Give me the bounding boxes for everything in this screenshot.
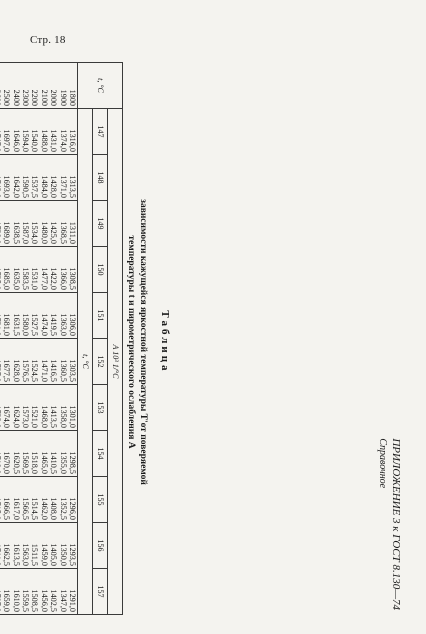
t-subheader: t, °C [78,109,93,615]
table-cell: 1468,0 [39,405,49,428]
table-cell: 1347,0 [58,589,68,612]
t-value: 1900 [58,89,68,106]
table-cell: 1531,0 [30,267,40,290]
table-cell: 1674,0 [2,405,12,428]
table-cell [0,295,2,336]
a-value-header: 153 [93,385,108,431]
t-column [0,63,78,109]
a-value-header: 156 [93,523,108,569]
a-value-header: 151 [93,293,108,339]
table-cell: 1620,5 [11,451,21,474]
table-cell: 1617,0 [11,497,21,520]
a-value-header: 147 [93,109,108,155]
table-cell: 1573,0 [20,405,30,428]
table-cell: 1524,5 [30,359,40,382]
table-cell: 1697,0 [2,129,12,152]
table-cell: 1410,5 [49,451,59,474]
value-column [0,339,78,385]
table-cell [0,571,2,612]
table-cell: 1642,0 [11,175,21,198]
table-cell: 1693,0 [2,175,12,198]
table-cell: 1666,5 [2,497,12,520]
table-cell: 1613,5 [11,543,21,566]
table-header-row-t [78,63,93,615]
table-cell: 1293,5 [68,543,77,566]
table-cell: 1363,0 [58,313,68,336]
value-column [0,201,78,247]
a-value-header: 149 [93,201,108,247]
table-cell: 1462,0 [39,497,49,520]
data-table [0,62,123,615]
table-cell: 1540,0 [30,129,40,152]
table-cell: 1402,5 [49,589,59,612]
table-caption [125,62,149,622]
value-column [0,155,78,201]
value-column [0,293,78,339]
table-cell [0,387,2,428]
table-cell: 1408,0 [49,497,59,520]
table-cell: 1350,0 [58,543,68,566]
table-cell: 1352,5 [58,497,68,520]
appendix-subtitle: Справочное [377,438,388,489]
table-word: Таблица [159,310,171,374]
table-cell: 1638,5 [11,221,21,244]
a-value-header: 154 [93,431,108,477]
table-cell: 1368,5 [58,221,68,244]
value-column [0,477,78,523]
t-value [0,65,2,106]
value-column [0,569,78,615]
value-column [0,247,78,293]
table-cell: 1583,5 [20,267,30,290]
appendix-heading [375,438,403,610]
table-cell: 1316,0 [68,129,77,152]
table-cell: 1518,0 [30,451,40,474]
t-value: 2000 [49,89,59,106]
table-cell: 1311,0 [68,221,77,244]
table-cell: 1416,5 [49,359,59,382]
table-cell: 1508,5 [30,589,40,612]
table-cell [0,157,2,198]
table-cell: 1374,0 [58,129,68,152]
table-caption-line-1: зависимости кажущейся яркостной температуры Т'от поверяемой [138,199,148,485]
t-value: 2500 [2,89,12,106]
t-value: 2300 [20,89,30,106]
table-cell: 1677,5 [2,359,12,382]
table-cell: 1413,5 [49,405,59,428]
table-cell: 1366,0 [58,267,68,290]
t-value: 2200 [30,89,40,106]
table-cell: 1659,0 [2,589,12,612]
table-cell: 1587,0 [20,221,30,244]
table-cell: 1301,0 [68,405,77,428]
table-cell: 1569,5 [20,451,30,474]
appendix-title: ПРИЛОЖЕНИЕ 3 к ГОСТ 8.130—74 [390,438,402,610]
table-cell: 1628,0 [11,359,21,382]
value-column [0,523,78,569]
table-cell: 1465,0 [39,451,49,474]
table-cell [0,249,2,290]
table-cell: 1358,0 [58,405,68,428]
table-cell: 1291,0 [68,589,77,612]
table-cell [0,341,2,382]
table-cell: 1635,0 [11,267,21,290]
table-cell: 1594,0 [20,129,30,152]
table-cell: 1371,0 [58,175,68,198]
table-cell: 1624,0 [11,405,21,428]
table-cell: 1580,0 [20,313,30,336]
table-cell [0,525,2,566]
table-cell: 1422,0 [49,267,59,290]
t-value: 2400 [11,89,21,106]
table-cell: 1681,0 [2,313,12,336]
table-cell: 1456,0 [39,589,49,612]
table-cell: 1514,5 [30,497,40,520]
table-cell: 1296,0 [68,497,77,520]
table-cell: 1313,5 [68,175,77,198]
a-value-header: 150 [93,247,108,293]
table-cell: 1559,5 [20,589,30,612]
table-cell: 1425,0 [49,221,59,244]
table-cell: 1685,0 [2,267,12,290]
table-cell: 1474,0 [39,313,49,336]
table-cell: 1662,5 [2,543,12,566]
table-cell: 1537,5 [30,175,40,198]
table-cell: 1419,5 [49,313,59,336]
page-number: Стр. 18 [30,34,66,46]
table-cell [0,111,2,152]
table-cell: 1610,0 [11,589,21,612]
table-cell: 1306,0 [68,313,77,336]
t-value: 1800 [68,89,77,106]
table-cell: 1670,0 [2,451,12,474]
value-column [0,385,78,431]
table-header-row-a [108,63,123,615]
table-cell: 1534,0 [30,221,40,244]
table-cell: 1484,0 [39,175,49,198]
table-cell: 1405,0 [49,543,59,566]
table-cell: 1360,5 [58,359,68,382]
table-cell: 1576,5 [20,359,30,382]
table-cell: 1298,5 [68,451,77,474]
table-cell: 1646,0 [11,129,21,152]
table-cell [0,433,2,474]
table-cell: 1521,0 [30,405,40,428]
table-cell [0,479,2,520]
a-header: A 10³ 1/°С [108,109,123,615]
table-cell: 1308,5 [68,267,77,290]
table-cell: 1488,0 [39,129,49,152]
table-cell: 1631,5 [11,313,21,336]
table-cell: 1480,0 [39,221,49,244]
table-cell [0,203,2,244]
table-cell: 1566,5 [20,497,30,520]
table-cell: 1590,5 [20,175,30,198]
table-caption-line-2: температуры t и пирометрического ослабления А [126,235,136,449]
value-column [0,109,78,155]
a-value-header: 148 [93,155,108,201]
a-value-header: 157 [93,569,108,615]
table-header-row-a-values [93,63,108,615]
table-cell: 1563,0 [20,543,30,566]
t-header: t, °C [78,63,123,109]
t-value: 2100 [39,89,49,106]
table-cell: 1303,5 [68,359,77,382]
table-cell: 1355,0 [58,451,68,474]
value-column [0,431,78,477]
table-cell: 1459,0 [39,543,49,566]
table-cell: 1689,0 [2,221,12,244]
table-cell: 1431,0 [49,129,59,152]
a-value-header: 152 [93,339,108,385]
table-cell: 1428,0 [49,175,59,198]
table-cell: 1511,5 [30,543,40,566]
rotated-page-content [2,62,403,622]
table-cell: 1471,0 [39,359,49,382]
table-body-row [0,63,78,615]
table-cell: 1477,0 [39,267,49,290]
a-value-header: 155 [93,477,108,523]
table-cell: 1527,5 [30,313,40,336]
